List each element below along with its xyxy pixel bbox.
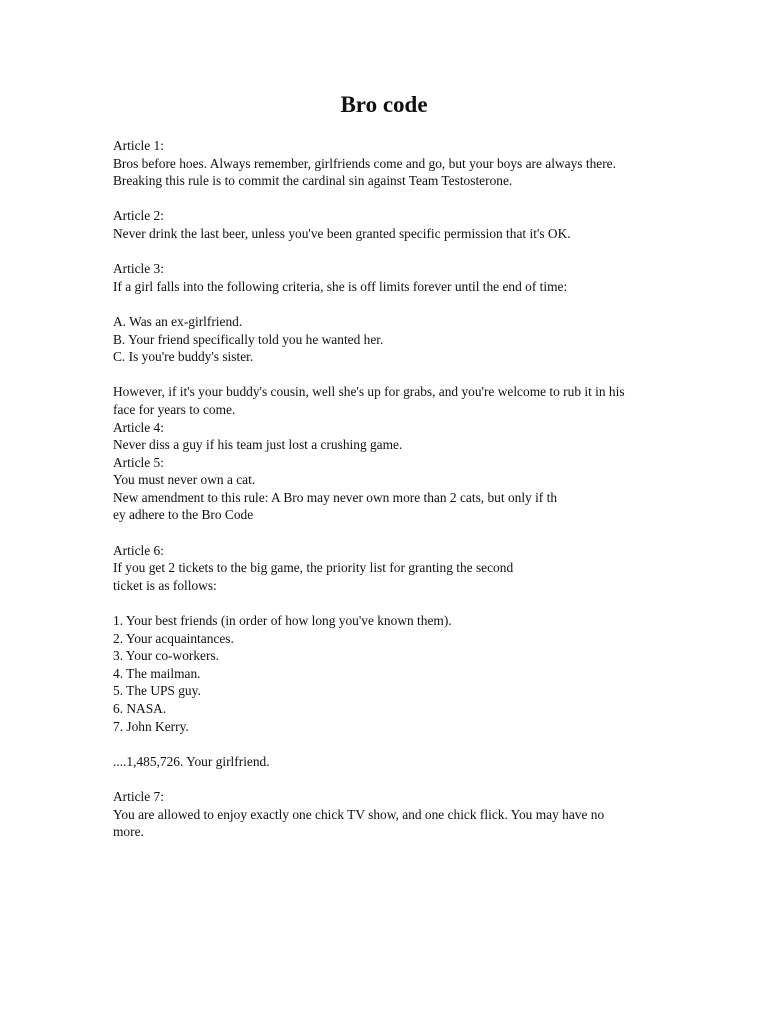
text-line: However, if it's your buddy's cousin, well she's up for grabs, and you're welcome to rub it in his xyxy=(113,384,625,400)
blank-line xyxy=(113,295,723,313)
text-line: 3. Your co-workers. xyxy=(113,648,219,664)
text-line: ticket is as follows: xyxy=(113,577,217,593)
text-line: 5. The UPS guy. xyxy=(113,683,201,699)
text-line: 7. John Kerry. xyxy=(113,718,189,734)
text-line: A. Was an ex-girlfriend. xyxy=(113,313,243,329)
blank-line xyxy=(113,243,723,261)
blank-line xyxy=(113,770,723,788)
text-line: 4. The mailman. xyxy=(113,665,201,681)
blank-line xyxy=(113,524,723,542)
blank-line xyxy=(113,735,723,753)
document-body xyxy=(113,137,723,841)
text-line: ....1,485,726. Your girlfriend. xyxy=(113,753,270,769)
text-line: Never drink the last beer, unless you've been granted specific permission that it's OK. xyxy=(113,225,571,241)
text-line: You must never own a cat. xyxy=(113,472,256,488)
text-line: Article 5: xyxy=(113,454,164,470)
text-line: New amendment to this rule: A Bro may never own more than 2 cats, but only if th xyxy=(113,489,558,505)
text-line: 1. Your best friends (in order of how long you've known them). xyxy=(113,613,452,629)
text-line: 6. NASA. xyxy=(113,701,167,716)
page-title: Bro code xyxy=(340,92,428,117)
text-line: 2. Your acquaintances. xyxy=(113,630,234,646)
text-line: Article 2: xyxy=(113,208,164,224)
text-line: Bros before hoes. Always remember, girlfriends come and go, but your boys are always there. xyxy=(113,155,616,171)
text-line: You are allowed to enjoy exactly one chick TV show, and one chick flick. You may have no xyxy=(113,806,605,822)
text-line: Never diss a guy if his team just lost a crushing game. xyxy=(113,437,403,453)
text-line: Article 7: xyxy=(113,788,164,804)
blank-line xyxy=(113,594,723,612)
text-line: ey adhere to the Bro Code xyxy=(113,507,254,523)
text-line: Article 6: xyxy=(113,542,164,558)
text-line: more. xyxy=(113,824,144,840)
text-line: Breaking this rule is to commit the cardinal sin against Team Testosterone. xyxy=(113,173,513,189)
blank-line xyxy=(113,366,723,384)
text-line: face for years to come. xyxy=(113,401,236,417)
text-line: If you get 2 tickets to the big game, the priority list for granting the second xyxy=(113,560,514,576)
text-line: C. Is you're buddy's sister. xyxy=(113,349,254,365)
text-line: Article 3: xyxy=(113,261,164,277)
text-line: Article 1: xyxy=(113,138,164,153)
text-line: B. Your friend specifically told you he wanted her. xyxy=(113,331,384,347)
text-line: If a girl falls into the following criteria, she is off limits forever until the end of time: xyxy=(113,278,568,294)
blank-line xyxy=(113,190,723,208)
text-line: Article 4: xyxy=(113,419,164,435)
